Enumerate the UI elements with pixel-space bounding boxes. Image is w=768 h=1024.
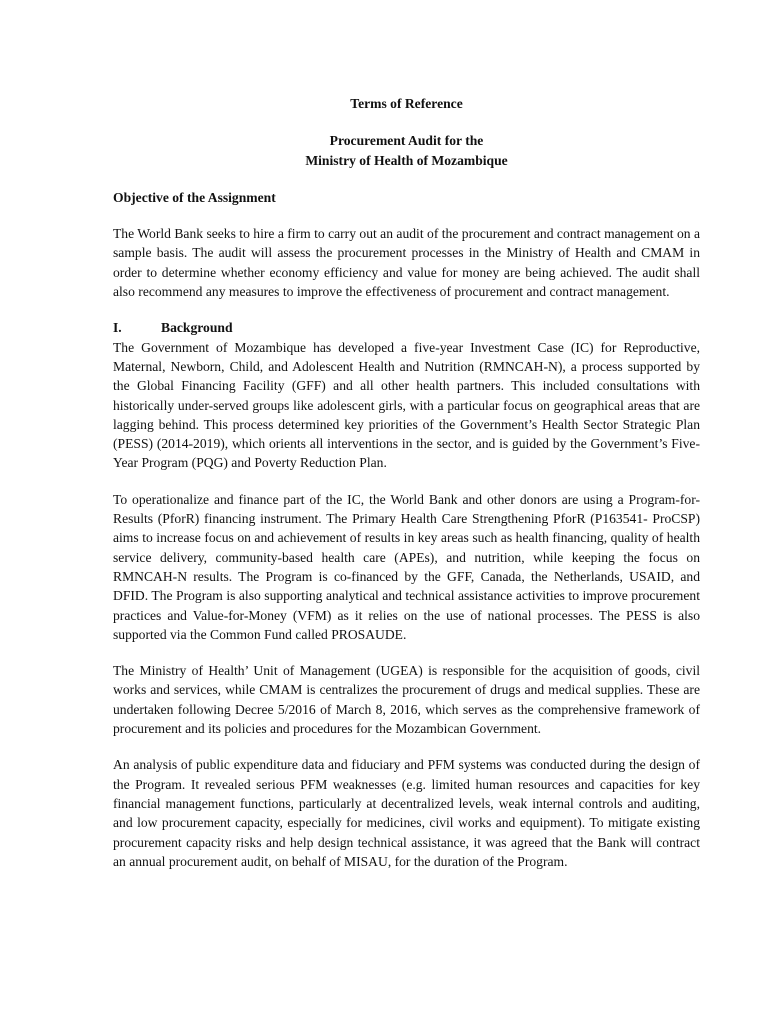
background-paragraph-3: The Ministry of Health’ Unit of Management (UGEA) is responsible for the acquisition of goods, civil works and services, while CMAM is centralizes the procurement of drugs and medical supplies. These are undertaken following Decree 5/2016 of March 8, 2016, which serves as the comprehensive framework of procurement and its policies and procedures for the Mozambican Government. [113, 663, 700, 737]
background-paragraph-4: An analysis of public expenditure data and fiduciary and PFM systems was conducted during the design of the Program. It revealed serious PFM weaknesses (e.g. limited human resources and capacities for key financial management functions, particularly at decentralized levels, weak internal controls and auditing, and low procurement capacity, especially for medicines, civil works and equipment). To mitigate existing procurement capacity risks and help design technical assistance, it was agreed that the Bank will contract an annual procurement audit, on behalf of MISAU, for the duration of the Program. [113, 757, 700, 869]
background-heading [113, 318, 700, 337]
background-heading-text: Background [161, 320, 233, 336]
background-paragraph-1: The Government of Mozambique has developed a five-year Investment Case (IC) for Reproductive, Maternal, Newborn, Child, and Adolescent Health and Nutrition (RMNCAH-N), a process supported by the Global Financing Facility (GFF) and all other health partners. This included consultations with historically under-served groups like adolescent girls, with a particular focus on geographical areas that are lagging behind. This process determined key priorities of the Government’s Health Sector Strategic Plan (PESS) (2014-2019), which orients all interventions in the sector, and is guided by the Government’s Five-Year Program (PQG) and Poverty Reduction Plan. [113, 339, 700, 471]
document-title: Terms of Reference [350, 96, 463, 111]
subtitle-line-1: Procurement Audit for the [329, 133, 484, 149]
subtitle-line-2: Ministry of Health of Mozambique [305, 152, 508, 168]
objective-heading: Objective of the Assignment [113, 189, 276, 205]
document-body [113, 94, 700, 888]
background-paragraph-2: To operationalize and finance part of the IC, the World Bank and other donors are using a Program-for-Results (PforR) financing instrument. The Primary Health Care Strengthening PforR (P163541- ProCSP) aims to increase focus on and achievement of results in key areas such as health financing, quality of health service delivery, community-based health care (APEs), and nutrition, while keeping the focus on RMNCAH-N results. The Program is co-financed by the GFF, Canada, the Netherlands, USAID, and DFID. The Program is also supporting analytical and technical assistance activities to improve procurement practices and Value-for-Money (VFM) as it relies on the use of national processes. The PESS is also supported via the Common Fund called PROSAUDE. [113, 491, 700, 642]
objective-paragraph: The World Bank seeks to hire a firm to carry out an audit of the procurement and contract management on a sample basis. The audit will assess the procurement processes in the Ministry of Health and CMAM in order to determine whether economy efficiency and value for money are being achieved. The audit shall also recommend any measures to improve the effectiveness of procurement and contract management. [113, 226, 700, 300]
background-heading-number: I. [113, 320, 122, 336]
document-subtitle [113, 131, 700, 170]
